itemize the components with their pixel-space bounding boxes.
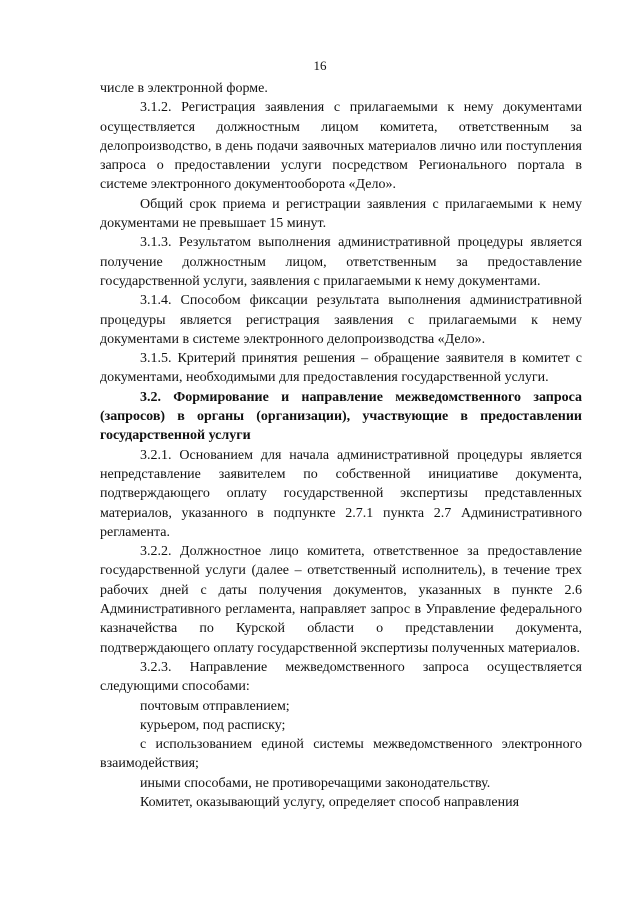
paragraph-3-1-2: 3.1.2. Регистрация заявления с прилагаемыми к нему документами осуществляется должностным лицом комитета, ответственным за делопроизводство, в день подачи заявочных материалов лично или поступления запроса о предоставлении услуги посредством Регионального портала в системе электронного документооборота «Дело». [100, 100, 582, 193]
list-item-courier: курьером, под расписку; [140, 717, 286, 733]
page-number: 16 [313, 58, 327, 73]
document-body [100, 79, 582, 812]
paragraph-continuation: числе в электронной форме. [100, 81, 268, 96]
section-heading-3-2: 3.2. Формирование и направление межведомственного запроса (запросов) в органы (организации), участвующие в предоставлении государственной услуги [100, 389, 582, 444]
paragraph-committee-method: Комитет, оказывающий услугу, определяет способ направления [140, 794, 520, 810]
paragraph-3-2-1: 3.2.1. Основанием для начала административной процедуры является непредставление заявителем по собственной инициативе документа, подтверждающего оплату государственной экспертизы представленных материалов, указанного в подпункте 2.7.1 пункта 2.7 Административного регламента. [100, 447, 582, 540]
paragraph-3-1-4: 3.1.4. Способом фиксации результата выполнения административной процедуры является регистрация заявления с прилагаемыми к нему документами в системе электронного делопроизводства «Дело». [100, 293, 582, 347]
list-item-smev: с использованием единой системы межведомственного электронного взаимодействия; [100, 737, 582, 772]
list-item-other: иными способами, не противоречащими законодательству. [140, 775, 491, 791]
paragraph-total-time: Общий срок приема и регистрации заявления с прилагаемыми к нему документами не превышает 15 минут. [100, 196, 582, 232]
paragraph-3-1-5: 3.1.5. Критерий принятия решения – обращение заявителя в комитет с документами, необходимыми для предоставления государственной услуги. [100, 351, 582, 386]
list-item-mail: почтовым отправлением; [140, 698, 290, 714]
paragraph-3-2-2: 3.2.2. Должностное лицо комитета, ответственное за предоставление государственной услуги (далее – ответственный исполнитель), в течение трех рабочих дней с даты получения документов, указанных в пункте 2.6 Административного регламента, направляет запрос в Управление федерального казначейства по Курской области о представлении документа, подтверждающего оплату государственной экспертизы полученных материалов. [100, 544, 582, 656]
paragraph-3-2-3: 3.2.3. Направление межведомственного запроса осуществляется следующими способами: [100, 659, 582, 695]
paragraph-3-1-3: 3.1.3. Результатом выполнения административной процедуры является получение должностным лицом, ответственным за предоставление государственной услуги, заявления с прилагаемыми к нему документами. [100, 235, 582, 289]
